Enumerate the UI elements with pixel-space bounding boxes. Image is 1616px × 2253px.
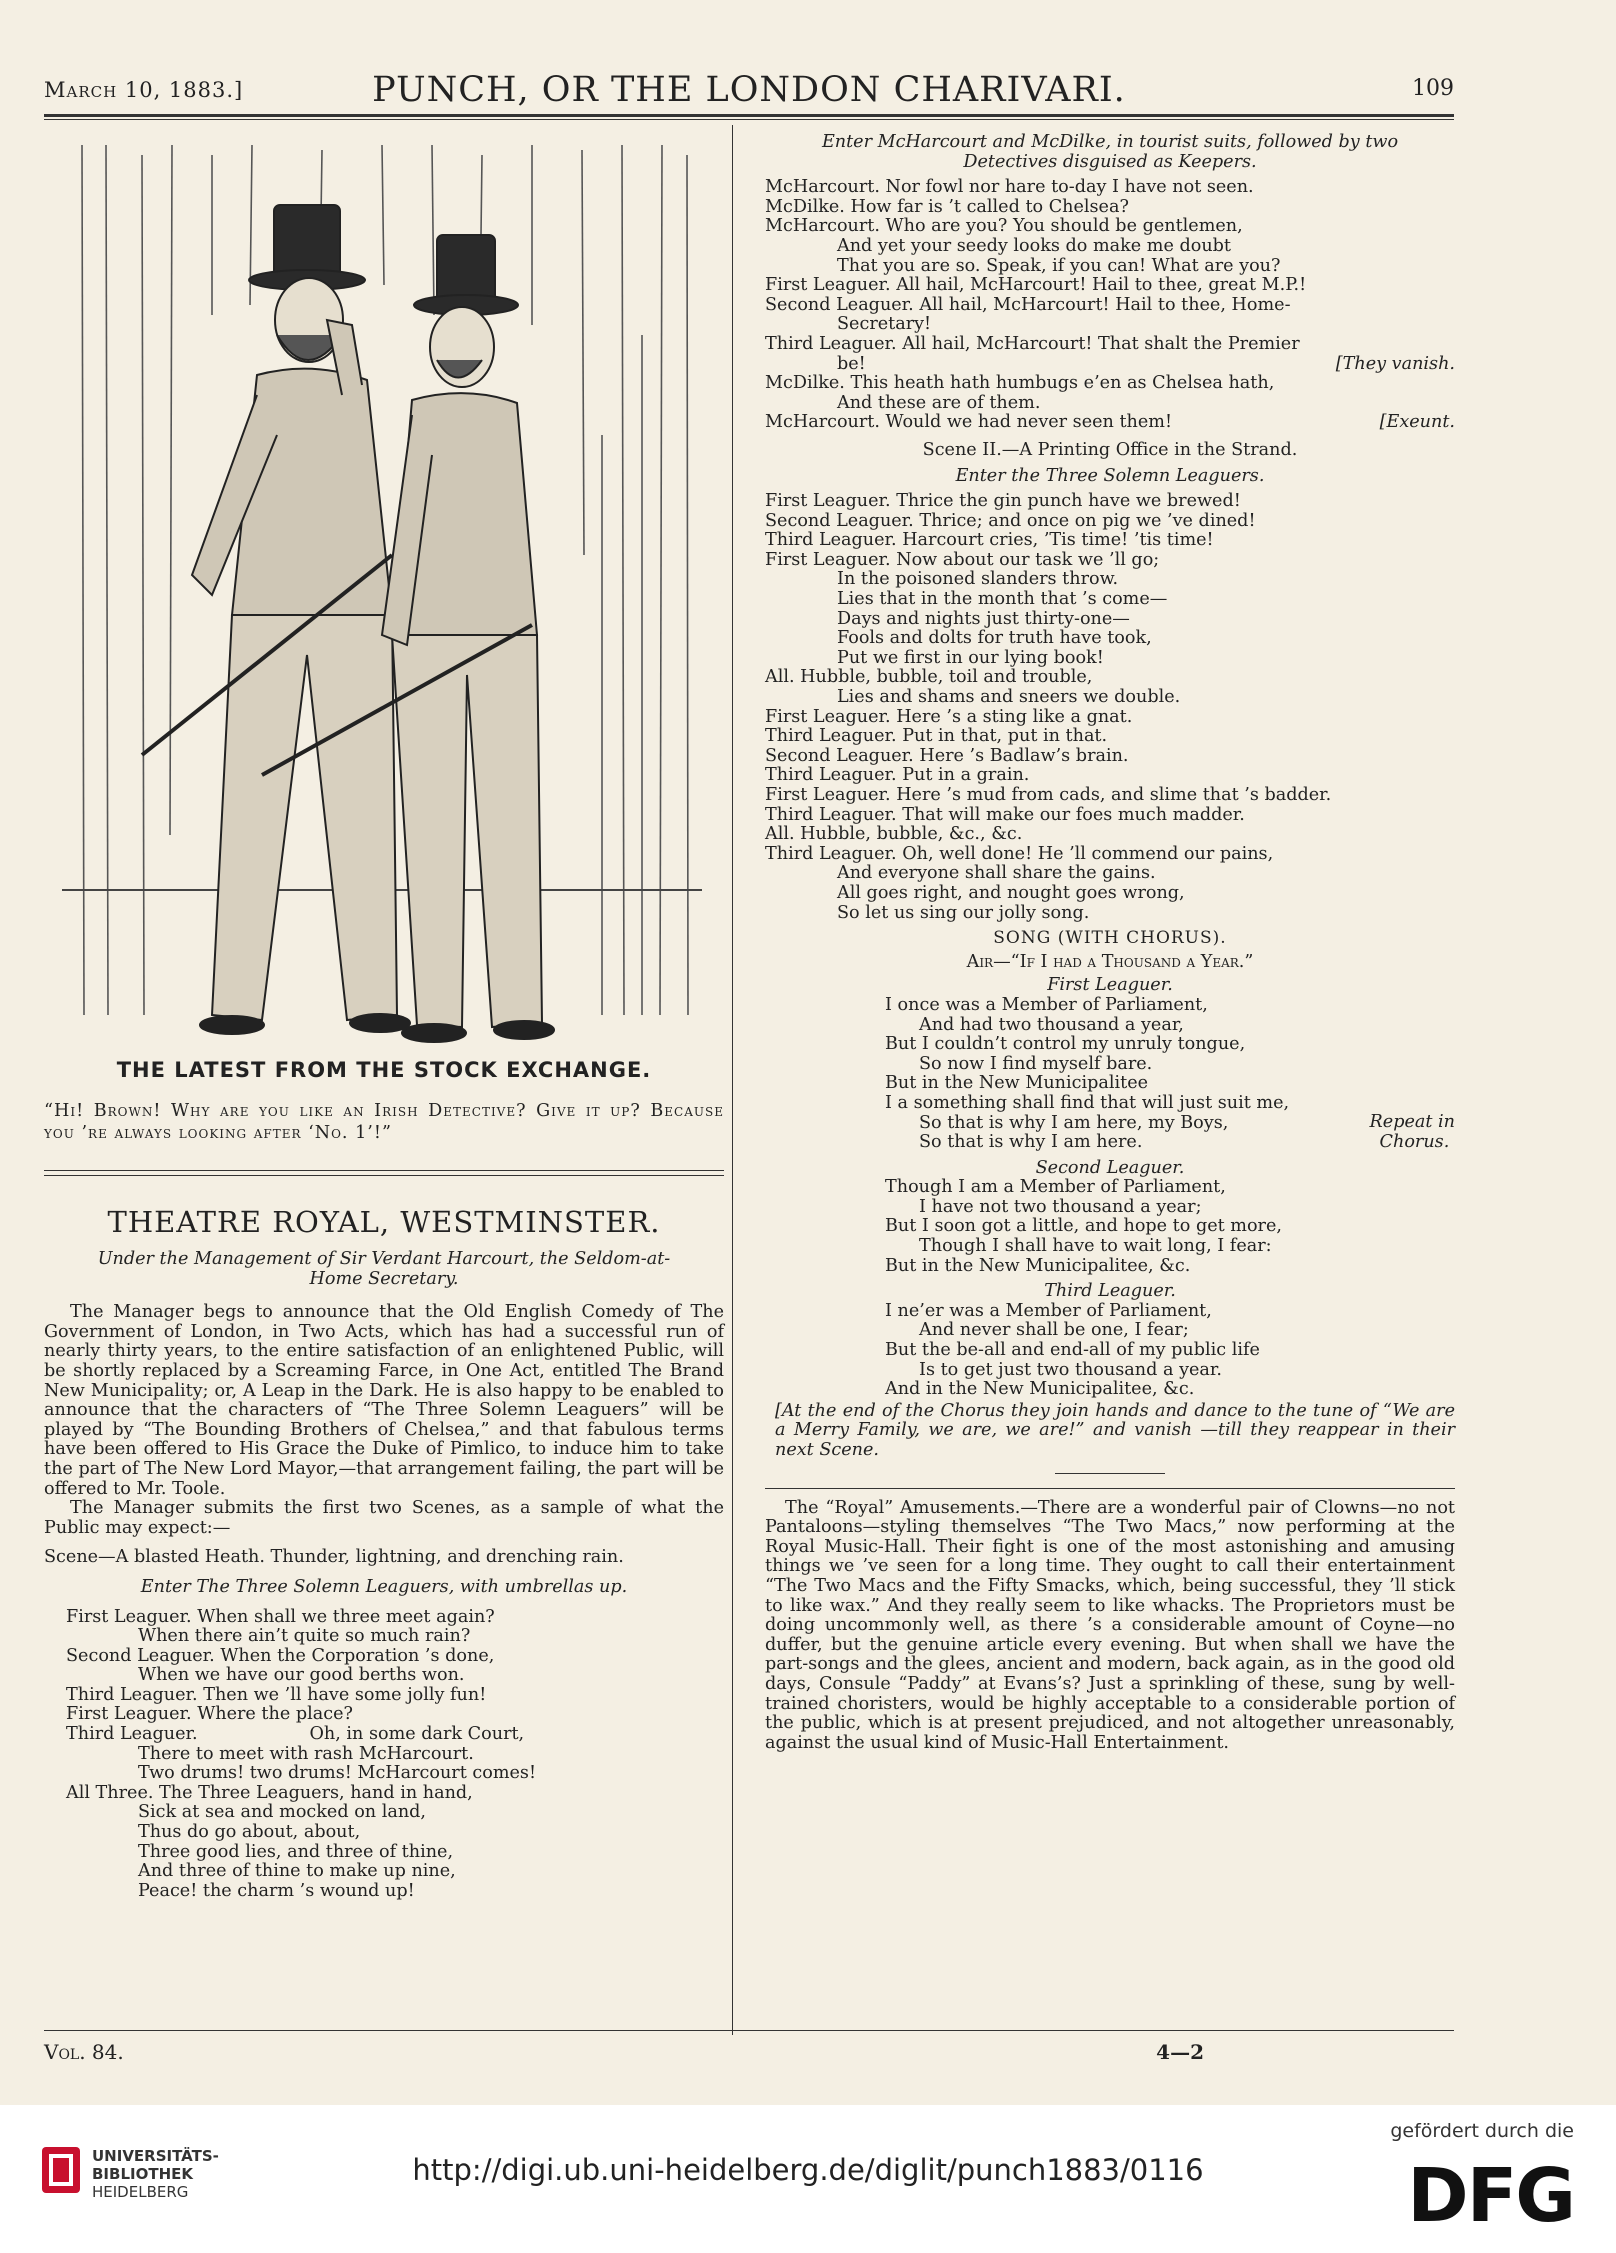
script-line: Third Leaguer. Harcourt cries, ’Tis time! ’tis time! <box>765 530 1214 551</box>
verse-heading: First Leaguer. <box>1047 975 1173 996</box>
page-header <box>44 68 1454 112</box>
library-line: BIBLIOTHEK <box>92 2165 193 2183</box>
script-line: Third Leaguer. Oh, in some dark Court, <box>66 1724 525 1745</box>
script-line: McDilke. This heath hath humbugs e’en as Chelsea hath, <box>765 373 1275 394</box>
script-line: All goes right, and nought goes wrong, <box>837 882 1185 903</box>
stage-direction: Enter McHarcourt and McDilke, in tourist suits, followed by two Detectives disguised as Keepers. <box>821 132 1399 172</box>
script-line: First Leaguer. When shall we three meet again? <box>66 1606 495 1627</box>
printer-signature: 4—2 <box>1156 2040 1204 2064</box>
script-line: Fools and dolts for truth have took, <box>837 628 1152 649</box>
dfg-logo[interactable]: DFG <box>1407 2153 1574 2239</box>
library-line: UNIVERSITÄTS- <box>92 2147 219 2165</box>
short-rule <box>1055 1473 1165 1474</box>
verse-line: I ne’er was a Member of Parliament, <box>885 1300 1212 1321</box>
script-line: First Leaguer. Here ’s mud from cads, and slime that ’s badder. <box>765 785 1332 805</box>
script-line: Third Leaguer. Put in a grain. <box>765 765 1030 786</box>
permalink-url[interactable]: http://digi.ub.uni-heidelberg.de/diglit/punch1883/0116 <box>412 2153 1204 2187</box>
script-line-text: be! <box>837 353 866 374</box>
verse-line: Though I am a Member of Parliament, <box>885 1177 1226 1198</box>
script-line: Third Leaguer. Then we ’ll have some jolly fun! <box>66 1684 487 1705</box>
verse-three <box>765 1302 1455 1400</box>
scene-heading: Scene II.—A Printing Office in the Strand. <box>922 439 1298 460</box>
verse-line: But I couldn’t control my unruly tongue, <box>885 1034 1246 1055</box>
script-line: In the poisoned slanders throw. <box>837 569 1119 590</box>
script-line: Second Leaguer. Thrice; and once on pig we ’ve dined! <box>765 510 1256 531</box>
script-line: When we have our good berths won. <box>138 1665 465 1686</box>
script-line: All. Hubble, bubble, &c., &c. <box>765 824 1023 845</box>
script-line: So let us sing our jolly song. <box>837 902 1090 923</box>
section-rule <box>44 1170 724 1171</box>
script-line: Peace! the charm ’s wound up! <box>138 1880 415 1901</box>
verse-line: Though I shall have to wait long, I fear: <box>919 1236 1272 1257</box>
script-line: Lies that in the month that ’s come— <box>837 589 1168 610</box>
theatre-article <box>44 1250 724 1901</box>
verse-line: Is to get just two thousand a year. <box>919 1359 1222 1380</box>
stage-cue: [Exeunt. <box>1379 412 1455 433</box>
script-line: Days and nights just thirty-one— <box>837 608 1130 629</box>
song-air: Air—“If I had a Thousand a Year.” <box>966 951 1254 972</box>
verse-line: So that is why I am here. <box>919 1132 1143 1153</box>
chorus-note-line: Repeat in <box>1369 1111 1455 1132</box>
page-number: 109 <box>1412 76 1454 101</box>
verse-heading: Third Leaguer. <box>1044 1281 1176 1302</box>
script-line: First Leaguer. Where the place? <box>66 1704 353 1725</box>
section-rule-2 <box>44 1175 724 1176</box>
verse-line: And never shall be one, I fear; <box>919 1320 1189 1341</box>
verse-one <box>765 996 1455 1153</box>
script-line: First Leaguer. All hail, McHarcourt! Hail to thee, great M.P.! <box>765 275 1307 296</box>
script-line: Second Leaguer. When the Corporation ’s done, <box>66 1645 495 1666</box>
script-line: Two drums! two drums! McHarcourt comes! <box>138 1763 537 1784</box>
verse-line: So now I find myself bare. <box>919 1053 1153 1074</box>
cartoon-quote: “Hi! Brown! Why are you like an Irish Detective? Give it up? Because you ’re always looking after ‘No. 1’!” <box>44 1101 724 1143</box>
verse-line: I once was a Member of Parliament, <box>885 994 1208 1015</box>
stage-direction: Enter the Three Solemn Leaguers. <box>955 465 1265 486</box>
closing-stage-direction: [At the end of the Chorus they join hands and dance to the tune of “We are a Merry Family, we are, we are!” and vanish —till they reappear in their next Scene. <box>775 1400 1455 1460</box>
script-line: First Leaguer. Now about our task we ’ll go; <box>765 549 1160 570</box>
theatre-title: THEATRE ROYAL, WESTMINSTER. <box>107 1205 661 1239</box>
script-line: Lies and shams and sneers we double. <box>837 687 1181 708</box>
script-line: And three of thine to make up nine, <box>138 1861 456 1882</box>
script-line: Put we first in our lying book! <box>837 647 1104 668</box>
script-line: Three good lies, and three of thine, <box>138 1841 454 1862</box>
script-line <box>765 355 1455 375</box>
volume-number: Vol. 84. <box>44 2040 124 2064</box>
verse-line: And in the New Municipalitee, &c. <box>885 1379 1195 1400</box>
header-rule <box>44 114 1454 117</box>
library-line: HEIDELBERG <box>92 2183 189 2201</box>
right-column <box>765 133 1455 1753</box>
script-line: Third Leaguer. That will make our foes much madder. <box>765 804 1245 825</box>
section-rule <box>765 1488 1455 1489</box>
theatre-paragraph: The Manager begs to announce that the Old English Comedy of The Government of London, in Two Acts, which has had a successful run of nearly thirty years, to the entire satisfaction of an enlightened Public, will be shortly replaced by a Screaming Farce, in One Act, entitled The Brand New Municipality; or, A Leap in the Dark. He is also happy to be enabled to announce that the characters of “The Three Solemn Leaguers” will be played by “The Bounding Brothers of Chelsea,” and that fabulous terms have been offered to His Grace the Duke of Pimlico, to induce him to take the part of The New Lord Mayor,—that arrangement failing, the part will be offered to Mr. Toole. <box>44 1302 724 1499</box>
scene-heading: Scene—A blasted Heath. Thunder, lightning, and drenching rain. <box>44 1547 624 1568</box>
script-line: McHarcourt. Who are you? You should be gentlemen, <box>765 216 1243 237</box>
chorus-note <box>1370 1113 1455 1152</box>
verse-line: But in the New Municipalitee, &c. <box>885 1255 1191 1276</box>
cartoon-illustration <box>62 135 702 1050</box>
stage-direction: Enter The Three Solemn Leaguers, with umbrellas up. <box>140 1576 628 1597</box>
theatre-paragraph-2: The Manager submits the first two Scenes, as a sample of what the Public may expect:— <box>44 1498 724 1538</box>
scene-two-lines <box>765 492 1455 923</box>
script-line: When there ain’t quite so much rain? <box>138 1626 471 1647</box>
funding-note: gefördert durch die <box>1390 2120 1574 2142</box>
script-line: Second Leaguer. All hail, McHarcourt! Hail to thee, Home- <box>765 294 1291 315</box>
verse-two <box>765 1178 1455 1276</box>
script-line: Third Leaguer. All hail, McHarcourt! That shalt the Premier <box>765 333 1300 354</box>
script-line: Third Leaguer. Put in that, put in that. <box>765 726 1108 747</box>
script-line: Thus do go about, about, <box>138 1822 361 1843</box>
verse-line: But I soon got a little, and hope to get more, <box>885 1216 1282 1237</box>
script-line: McHarcourt. Nor fowl nor hare to-day I have not seen. <box>765 177 1254 198</box>
script-line-text: McHarcourt. Would we had never seen them! <box>765 412 1173 433</box>
verse-line: I a something shall find that will just suit me, <box>885 1092 1290 1113</box>
issue-date: March 10, 1883.] <box>44 78 244 102</box>
verse-line: But the be-all and end-all of my public life <box>885 1340 1260 1361</box>
stage-cue: [They vanish. <box>1335 353 1455 374</box>
script-line <box>765 413 1455 433</box>
script-line: First Leaguer. Thrice the gin punch have we brewed! <box>765 491 1241 512</box>
song-title: SONG (WITH CHORUS). <box>993 928 1227 949</box>
verse-line: So that is why I am here, my Boys, <box>919 1112 1229 1133</box>
script-line: First Leaguer. Here ’s a sting like a gnat. <box>765 706 1133 727</box>
scene-one-lines <box>44 1608 724 1902</box>
page-footer <box>44 2040 1454 2064</box>
verse-line: And had two thousand a year, <box>919 1014 1184 1035</box>
royal-amusements-paragraph: The “Royal” Amusements.—There are a wonderful pair of Clowns—no not Pantaloons—styling themselves “The Two Macs,” now performing at the Royal Music-Hall. Their fight is one of the most astonishing and amusing things we ’ve seen for a long time. They ought to call their entertainment “The Two Macs and the Fifty Smacks, which, being successful, they ’ll stick to like wax.” And they really seem to like whacks. The Proprietors must be doing uncommonly well, as there ’s a considerable amount of Coyne—no duffer, but the genuine article every evening. But when shall we have the part-songs and the glees, ancient and modern, back again, as in the good old days, Consule “Paddy” at Evans’s? Just a sprinkling of these, sung by well-trained choristers, would be highly acceptable to a considerable portion of the public, which is at present prejudiced, and not altogether unreasonably, against the usual kind of Music-Hall Entertainment. <box>765 1497 1455 1753</box>
script-line: McDilke. How far is ’t called to Chelsea? <box>765 196 1129 217</box>
masthead-title: PUNCH, OR THE LONDON CHARIVARI. <box>372 70 1126 110</box>
footer-rule <box>44 2030 1454 2031</box>
script-line: Second Leaguer. Here ’s Badlaw’s brain. <box>765 745 1129 766</box>
script-line: That you are so. Speak, if you can! What are you? <box>837 255 1281 276</box>
verse-line: But in the New Municipalitee <box>885 1073 1149 1094</box>
theatre-subtitle: Under the Management of Sir Verdant Harcourt, the Seldom-at-Home Secretary. <box>97 1249 671 1289</box>
scene-one-continued <box>765 178 1455 433</box>
verse-heading: Second Leaguer. <box>1035 1157 1185 1178</box>
script-line: Sick at sea and mocked on land, <box>138 1802 427 1823</box>
script-line: All. Hubble, bubble, toil and trouble, <box>765 667 1093 688</box>
digitization-footer <box>0 2105 1616 2253</box>
script-line: Third Leaguer. Oh, well done! He ’ll commend our pains, <box>765 843 1274 864</box>
script-line: There to meet with rash McHarcourt. <box>138 1743 474 1764</box>
verse-line: I have not two thousand a year; <box>919 1196 1202 1217</box>
cartoon-title: THE LATEST FROM THE STOCK EXCHANGE. <box>116 1058 652 1082</box>
script-line: And yet your seedy looks do make me doubt <box>837 235 1232 256</box>
script-line: Secretary! <box>837 314 932 335</box>
script-line: All Three. The Three Leaguers, hand in hand, <box>66 1782 473 1803</box>
header-rule-thin <box>44 119 1454 120</box>
column-divider <box>732 125 733 2035</box>
chorus-note-line: Chorus. <box>1379 1131 1450 1152</box>
script-line: And these are of them. <box>837 392 1041 413</box>
script-line: And everyone shall share the gains. <box>837 863 1156 884</box>
